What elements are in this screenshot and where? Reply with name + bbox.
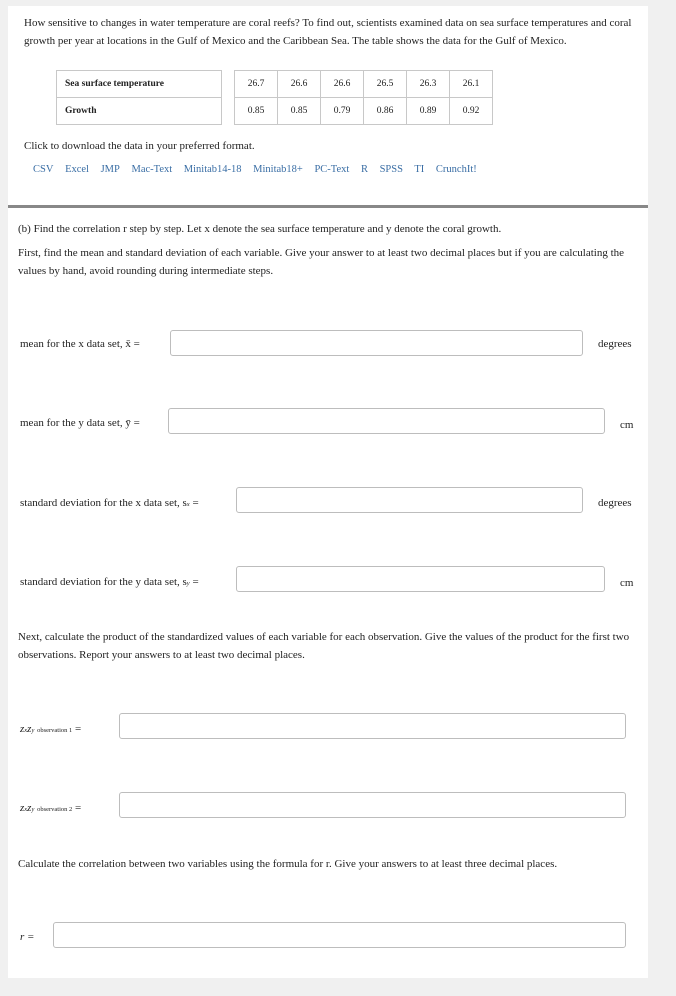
sd-x-label-wrap: standard deviation for the x data set, sx = [20, 497, 199, 509]
data-table [56, 70, 493, 125]
download-mactext-link[interactable]: Mac-Text [131, 164, 173, 175]
zz1-label: observation 1 [37, 727, 73, 734]
zz1-label-wrap: zxzy observation 1 = [20, 723, 82, 735]
table-cell: 26.3 [407, 71, 450, 98]
download-excel-link[interactable]: Excel [65, 164, 89, 175]
download-r-link[interactable]: R [360, 164, 368, 175]
sd-y-input[interactable] [236, 566, 605, 592]
table-cell: 26.6 [321, 71, 364, 98]
next-instructions: Next, calculate the product of the standardized values of each variable for each observation. Give the values of the product for the first two observations. Report your answers to at least two decimal places. [18, 631, 630, 661]
table-cell: 0.86 [364, 98, 407, 125]
section-divider [8, 205, 648, 208]
sd-x-unit: degrees [598, 497, 632, 509]
mean-x-unit: degrees [598, 338, 632, 350]
r-input[interactable] [53, 922, 626, 948]
mean-x-label: mean for the x data set, x̄ = [20, 338, 140, 350]
part-b-line-2: First, find the mean and standard deviation of each variable. Give your answer to at least two decimal places but if you are calculating the values by hand, avoid rounding during intermediate steps. [18, 247, 625, 277]
table-cell: 26.7 [235, 71, 278, 98]
download-links [33, 164, 486, 175]
download-instructions: Click to download the data in your preferred format. [24, 140, 255, 152]
mean-x-input[interactable] [170, 330, 583, 356]
part-b-instructions [18, 220, 638, 286]
part-b-line-1: (b) Find the correlation r step by step. Let x denote the sea surface temperature and y denote the coral growth. [18, 223, 502, 235]
row-header-temperature: Sea surface temperature [57, 71, 222, 98]
download-pctext-link[interactable]: PC-Text [314, 164, 350, 175]
sd-y-label-wrap: standard deviation for the y data set, sy = [20, 576, 199, 588]
table-cell: 0.89 [407, 98, 450, 125]
sd-y-label: standard deviation for the y data set, s [20, 576, 187, 588]
zz2-label-wrap: zxzy observation 2 = [20, 802, 82, 814]
table-cell: 0.85 [278, 98, 321, 125]
table-row [57, 71, 493, 98]
correlation-instructions: Calculate the correlation between two variables using the formula for r. Give your answers to at least three decimal places. [18, 858, 558, 870]
zz2-label: observation 2 [37, 806, 73, 813]
mean-y-unit: cm [620, 419, 634, 431]
download-minitab18-link[interactable]: Minitab18+ [253, 164, 303, 175]
r-label: r = [20, 931, 35, 943]
zz1-input[interactable] [119, 713, 626, 739]
download-minitab14-link[interactable]: Minitab14-18 [183, 164, 242, 175]
sd-x-input[interactable] [236, 487, 583, 513]
download-crunchit-link[interactable]: CrunchIt! [435, 164, 477, 175]
question-page [8, 6, 648, 978]
intro-text: How sensitive to changes in water temperature are coral reefs? To find out, scientists examined data on sea surface temperatures and coral growth per year at locations in the Gulf of Mexico and the Caribbean Sea. The table shows the data for the Gulf of Mexico. [24, 17, 632, 47]
download-ti-link[interactable]: TI [414, 164, 425, 175]
mean-y-input[interactable] [168, 408, 605, 434]
download-jmp-link[interactable]: JMP [100, 164, 120, 175]
table-row [57, 98, 493, 125]
table-cell: 0.79 [321, 98, 364, 125]
mean-y-label: mean for the y data set, ȳ = [20, 417, 140, 429]
table-cell: 26.5 [364, 71, 407, 98]
row-header-growth: Growth [57, 98, 222, 125]
table-cell: 0.92 [450, 98, 493, 125]
download-csv-link[interactable]: CSV [33, 164, 54, 175]
download-spss-link[interactable]: SPSS [379, 164, 403, 175]
sd-x-label: standard deviation for the x data set, s [20, 497, 187, 509]
table-cell: 0.85 [235, 98, 278, 125]
sd-y-unit: cm [620, 577, 634, 589]
table-cell: 26.1 [450, 71, 493, 98]
table-cell: 26.6 [278, 71, 321, 98]
zz2-input[interactable] [119, 792, 626, 818]
